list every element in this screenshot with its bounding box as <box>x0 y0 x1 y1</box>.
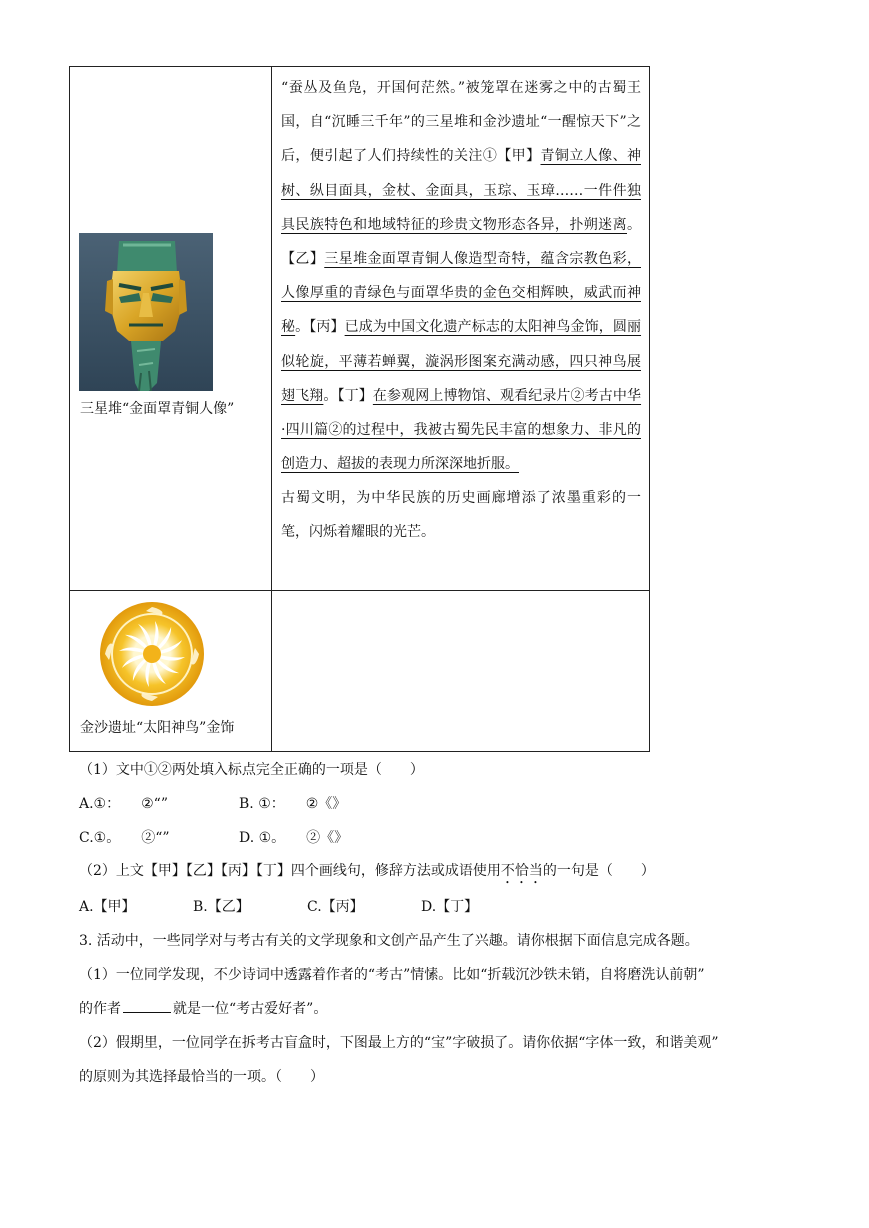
option-a[interactable]: A.①： ②“” <box>79 796 168 812</box>
stem-text: 的一句是（ ） <box>542 863 655 879</box>
empty-cell <box>272 591 650 752</box>
stem-text: 就是一位“考古爱好者”。 <box>173 1001 328 1017</box>
option-b[interactable]: B.【乙】 <box>193 899 250 915</box>
image-cell <box>70 67 272 591</box>
table-row <box>70 591 650 752</box>
text-cell <box>272 67 650 591</box>
emphasized-text: 不恰当 <box>500 863 543 879</box>
question-1-stem: （1）文中①②两处填入标点完全正确的一项是（ ） <box>79 762 424 778</box>
tag-ding: 【丁】 <box>337 387 373 404</box>
artifact-table <box>69 66 650 752</box>
punct: 。 <box>627 216 641 233</box>
sentence-ding: 在参观网上博物馆、观看纪录片②考古中华·四川篇②的过程中，我被古蜀先民丰富的想象力、非凡的创造力、超拔的表现力所深深地折服。 <box>281 387 642 473</box>
sun-bird-gold-ornament-icon <box>99 601 205 707</box>
option-c[interactable]: C.【丙】 <box>307 899 364 915</box>
sentence-yi: 三星堆金面罩青铜人像造型奇特，蕴含宗教色彩，人像厚重的青绿色与面罩华贵的金色交相辉映，威武而神秘 <box>281 251 641 336</box>
option-b[interactable]: B. ①： ②《》 <box>239 796 347 812</box>
passage <box>272 67 649 481</box>
option-d[interactable]: D. ①。 ②《》 <box>239 830 349 846</box>
question-3-sub1: （1）一位同学发现，不少诗词中透露着作者的“考古”情愫。比如“折载沉沙铁未销，自将磨洗认前朝” <box>79 967 705 983</box>
tag-yi: 【乙】 <box>281 251 325 268</box>
tag-bing: 【丙】 <box>309 319 345 336</box>
image-caption: 三星堆“金面罩青铜人像” <box>80 401 235 417</box>
option-c[interactable]: C.①。 ②“” <box>79 830 170 846</box>
option-d[interactable]: D.【丁】 <box>421 899 479 915</box>
option-a[interactable]: A.【甲】 <box>79 899 136 915</box>
question-3-sub2-cont: 的原则为其选择最恰当的一项。（ ） <box>79 1069 324 1085</box>
table-row <box>70 67 650 591</box>
question-3-stem: 3. 活动中，一些同学对与考古有关的文学现象和文创产品产生了兴趣。请你根据下面信息完成各题。 <box>79 933 699 949</box>
stem-text: （2）上文【甲】【乙】【丙】【丁】四个画线句，修辞方法或成语使用 <box>79 863 501 879</box>
conclusion: 古蜀文明，为中华民族的历史画廊增添了浓墨重彩的一笔，闪烁着耀眼的光芒。 <box>281 490 641 541</box>
tag-jia: 【甲】 <box>497 148 541 165</box>
question-3-sub1-cont <box>79 998 327 1018</box>
stem-text: 的作者 <box>79 1001 121 1017</box>
sentence-bing: 已成为中国文化遗产标志的太阳神鸟金饰，圆丽似轮旋，平薄若蝉翼，漩涡形图案充满动感，四只神鸟展翅飞翔 <box>281 319 642 404</box>
question-2-stem <box>79 860 655 887</box>
answer-blank[interactable] <box>123 998 171 1013</box>
sentence-jia: 青铜立人像、神树、纵目面具，金杖、金面具，玉琮、玉璋……一件件独具民族特色和地域特征的珍贵文物形态各异，扑朔迷离 <box>281 148 641 233</box>
image-caption: 金沙遗址“太阳神鸟”金饰 <box>80 720 235 736</box>
passage-intro: “蚕丛及鱼凫，开国何茫然。”被笼罩在迷雾之中的古蜀王国，自“沉睡三千年”的三星堆和金沙遗址“一醒惊天下”之后，便引起了人们持续性的关注① <box>281 80 641 165</box>
punct: 。 <box>295 319 310 336</box>
punct: 。 <box>323 387 338 404</box>
image-cell <box>70 591 272 752</box>
question-3-sub2: （2）假期里，一位同学在拆考古盲盒时，下图最上方的“宝”字破损了。请你依据“字体一致，和谐美观” <box>79 1035 719 1051</box>
bronze-mask-photo-icon <box>79 233 213 391</box>
